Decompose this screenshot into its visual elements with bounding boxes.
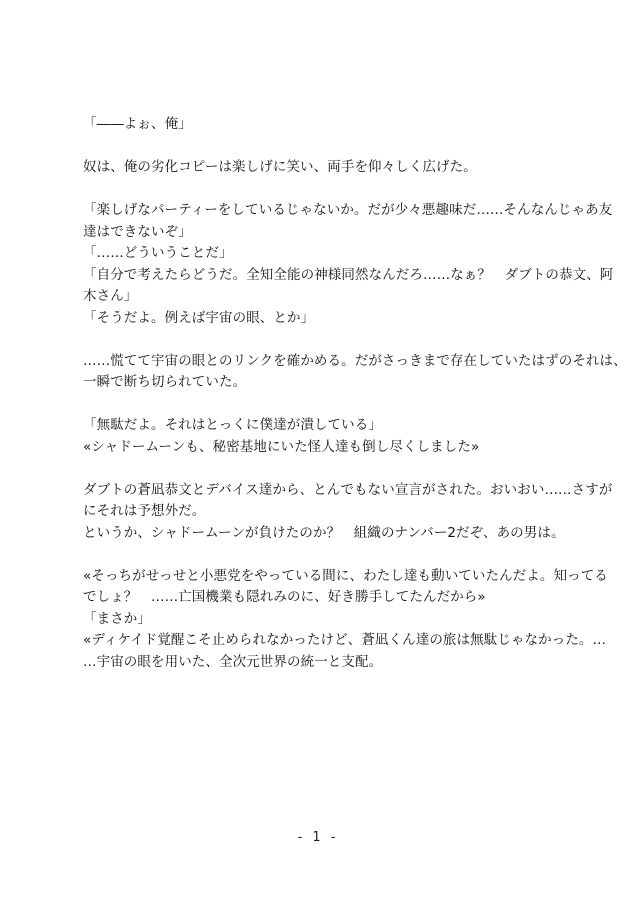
text-line: 「まさか」 xyxy=(83,610,151,627)
text-line: 「自分で考えたらどうだ。全知全能の神様同然なんだろ……なぁ？ ダブトの恭文、阿 xyxy=(83,266,614,283)
body-text xyxy=(83,114,627,673)
text-line: というか、シャドームーンが負けたのか？ 組織のナンバー2だぞ、あの男は。 xyxy=(83,524,565,541)
blank-line xyxy=(83,544,557,566)
blank-line xyxy=(83,329,557,351)
blank-line xyxy=(83,458,557,480)
text-line: でしょ？ ……亡国機業も隠れみのに、好き勝手してたんだから» xyxy=(83,589,486,605)
text-line: 「無駄だよ。それはとっくに僕達が潰している」 xyxy=(83,417,382,433)
blank-line xyxy=(83,179,557,201)
text-line: 一瞬で断ち切られていた。 xyxy=(83,374,247,390)
text-line: «ディケイド覚醒こそ止められなかったけど、蒼凪くん達の旅は無駄じゃなかった。… xyxy=(83,632,607,648)
text-line: «シャドームーンも、秘密基地にいた怪人達も倒し尽くしました» xyxy=(83,438,480,455)
text-line: ……慌てて宇宙の眼とのリンクを確かめる。だがさっきまで存在していたはずのそれは、 xyxy=(83,352,627,369)
blank-line xyxy=(83,136,557,158)
text-line: 木さん」 xyxy=(83,288,138,304)
text-line: 「――よぉ、俺」 xyxy=(83,116,192,132)
text-line: 「……どういうことだ」 xyxy=(83,245,233,261)
text-line: 「そうだよ。例えば宇宙の眼、とか」 xyxy=(83,309,315,326)
text-line: 達はできないぞ」 xyxy=(83,223,192,240)
text-line: 「楽しげなパーティーをしているじゃないか。だが少々悪趣味だ……そんなんじゃあ友 xyxy=(83,202,613,218)
text-line: にそれは予想外だ。 xyxy=(83,503,206,519)
text-line: …宇宙の眼を用いた、全次元世界の統一と支配。 xyxy=(83,653,383,670)
blank-line xyxy=(83,394,557,416)
page-number: - 1 - xyxy=(297,830,339,845)
text-line: «そっちがせっせと小悪党をやっている間に、わたし達も動いていたんだよ。知ってる xyxy=(83,567,608,584)
text-line: 奴は、俺の劣化コピーは楽しげに笑い、両手を仰々しく広げた。 xyxy=(83,159,477,175)
text-line: ダブトの蒼凪恭文とデバイス達から、とんでもない宣言がされた。おいおい……さすが xyxy=(83,481,613,498)
